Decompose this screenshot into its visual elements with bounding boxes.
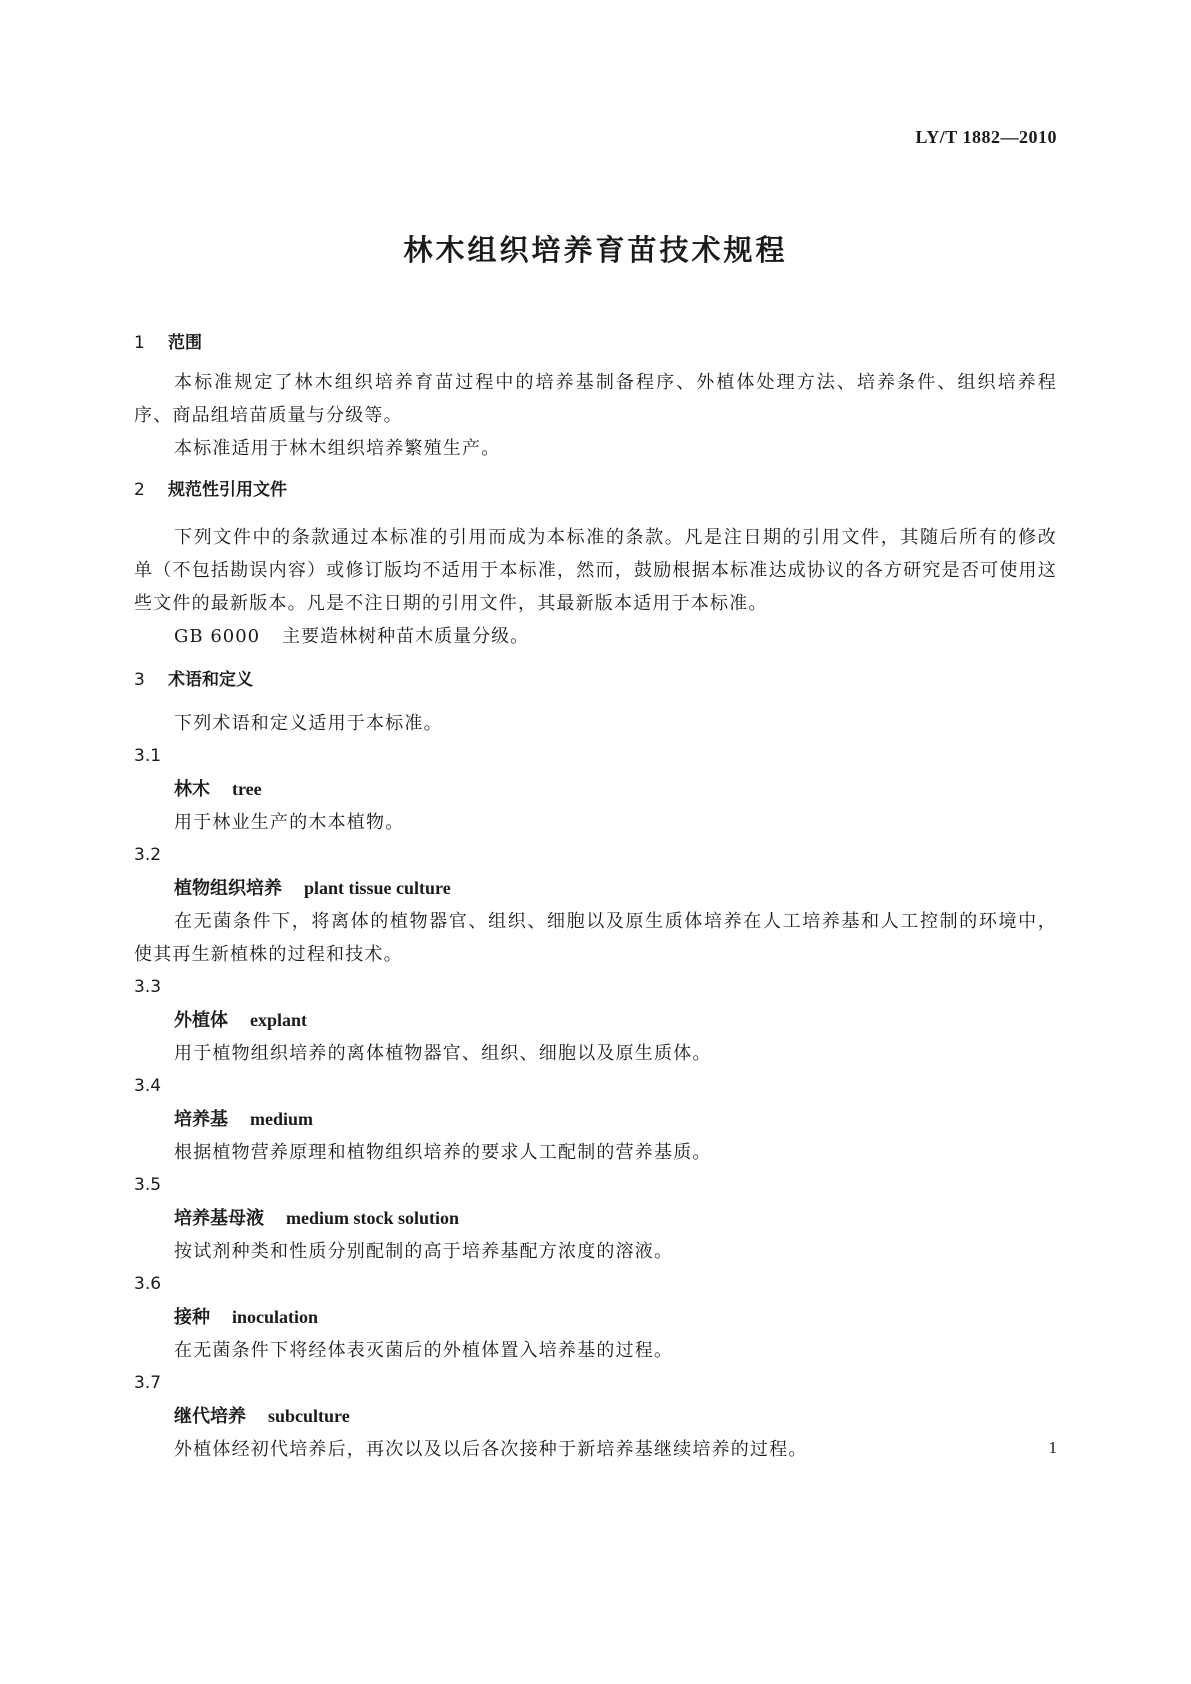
section-title: 术语和定义 [168, 670, 253, 690]
reference-entry [134, 620, 1057, 653]
section-number: 2 [134, 480, 145, 500]
document-body [134, 330, 1057, 1466]
term-name [134, 1004, 1057, 1037]
term-en: tree [232, 779, 262, 799]
term-definition: 按试剂种类和性质分别配制的高于培养基配方浓度的溶液。 [174, 1241, 674, 1262]
paragraph: 下列术语和定义适用于本标准。 [174, 713, 443, 734]
reference-code: GB 6000 [174, 626, 261, 647]
section-heading [134, 477, 1057, 503]
term-zh: 植物组织培养 [174, 878, 282, 899]
term-en: plant tissue culture [304, 878, 451, 898]
term-en: inoculation [232, 1307, 319, 1327]
term-entry [134, 740, 1057, 839]
term-definition: 外植体经初代培养后，再次以及以后各次接种于新培养基继续培养的过程。 [174, 1439, 808, 1460]
term-entry [134, 1070, 1057, 1169]
term-en: explant [250, 1010, 308, 1030]
term-entry [134, 1367, 1057, 1466]
term-name [134, 872, 1057, 905]
page-number: 1 [1048, 1438, 1057, 1457]
term-number: 3.2 [134, 845, 162, 865]
term-definition: 用于林业生产的木本植物。 [174, 812, 405, 833]
term-zh: 林木 [174, 779, 210, 800]
section-heading [134, 667, 1057, 693]
term-zh: 培养基 [174, 1109, 228, 1130]
term-definition: 用于植物组织培养的离体植物器官、组织、细胞以及原生质体。 [174, 1043, 712, 1064]
term-zh: 培养基母液 [174, 1208, 264, 1229]
document-title: 林木组织培养育苗技术规程 [403, 233, 788, 267]
term-number: 3.7 [134, 1373, 162, 1393]
term-en: medium [250, 1109, 313, 1129]
term-definition: 在无菌条件下将经体表灭菌后的外植体置入培养基的过程。 [174, 1340, 674, 1361]
section-number: 3 [134, 670, 145, 690]
term-name [134, 1103, 1057, 1136]
term-number: 3.5 [134, 1175, 162, 1195]
section-heading [134, 330, 1057, 356]
term-entry [134, 1169, 1057, 1268]
term-en: medium stock solution [286, 1208, 460, 1228]
term-number: 3.1 [134, 746, 162, 766]
term-en: subculture [268, 1406, 350, 1426]
section-scope [134, 330, 1057, 465]
term-entry [134, 1268, 1057, 1367]
term-zh: 外植体 [174, 1010, 228, 1031]
section-terms-definitions [134, 667, 1057, 1466]
term-zh: 继代培养 [174, 1406, 246, 1427]
section-normative-references [134, 477, 1057, 653]
standard-code: LY/T 1882—2010 [915, 127, 1057, 147]
paragraph: 本标准规定了林木组织培养育苗过程中的培养基制备程序、外植体处理方法、培养条件、组织培养程序、商品组培苗质量与分级等。 [134, 372, 1057, 426]
paragraph: 本标准适用于林木组织培养繁殖生产。 [174, 438, 501, 459]
term-name [134, 1301, 1057, 1334]
section-number: 1 [134, 333, 145, 353]
term-entry [134, 971, 1057, 1070]
term-number: 3.6 [134, 1274, 162, 1294]
reference-name: 主要造林树种苗木质量分级。 [282, 626, 530, 647]
term-definition: 在无菌条件下，将离体的植物器官、组织、细胞以及原生质体培养在人工培养基和人工控制的环境中，使其再生新植株的过程和技术。 [134, 911, 1057, 965]
term-zh: 接种 [174, 1307, 210, 1328]
term-number: 3.4 [134, 1076, 162, 1096]
section-title: 规范性引用文件 [168, 480, 287, 500]
term-name [134, 1202, 1057, 1235]
section-title: 范围 [168, 333, 202, 353]
term-entry [134, 839, 1057, 971]
paragraph: 下列文件中的条款通过本标准的引用而成为本标准的条款。凡是注日期的引用文件，其随后所有的修改单（不包括勘误内容）或修订版均不适用于本标准，然而，鼓励根据本标准达成协议的各方研究是否可使用这些文件的最新版本。凡是不注日期的引用文件，其最新版本适用于本标准。 [134, 527, 1057, 614]
term-name [134, 1400, 1057, 1433]
term-name [134, 773, 1057, 806]
term-definition: 根据植物营养原理和植物组织培养的要求人工配制的营养基质。 [174, 1142, 712, 1163]
term-number: 3.3 [134, 977, 162, 997]
